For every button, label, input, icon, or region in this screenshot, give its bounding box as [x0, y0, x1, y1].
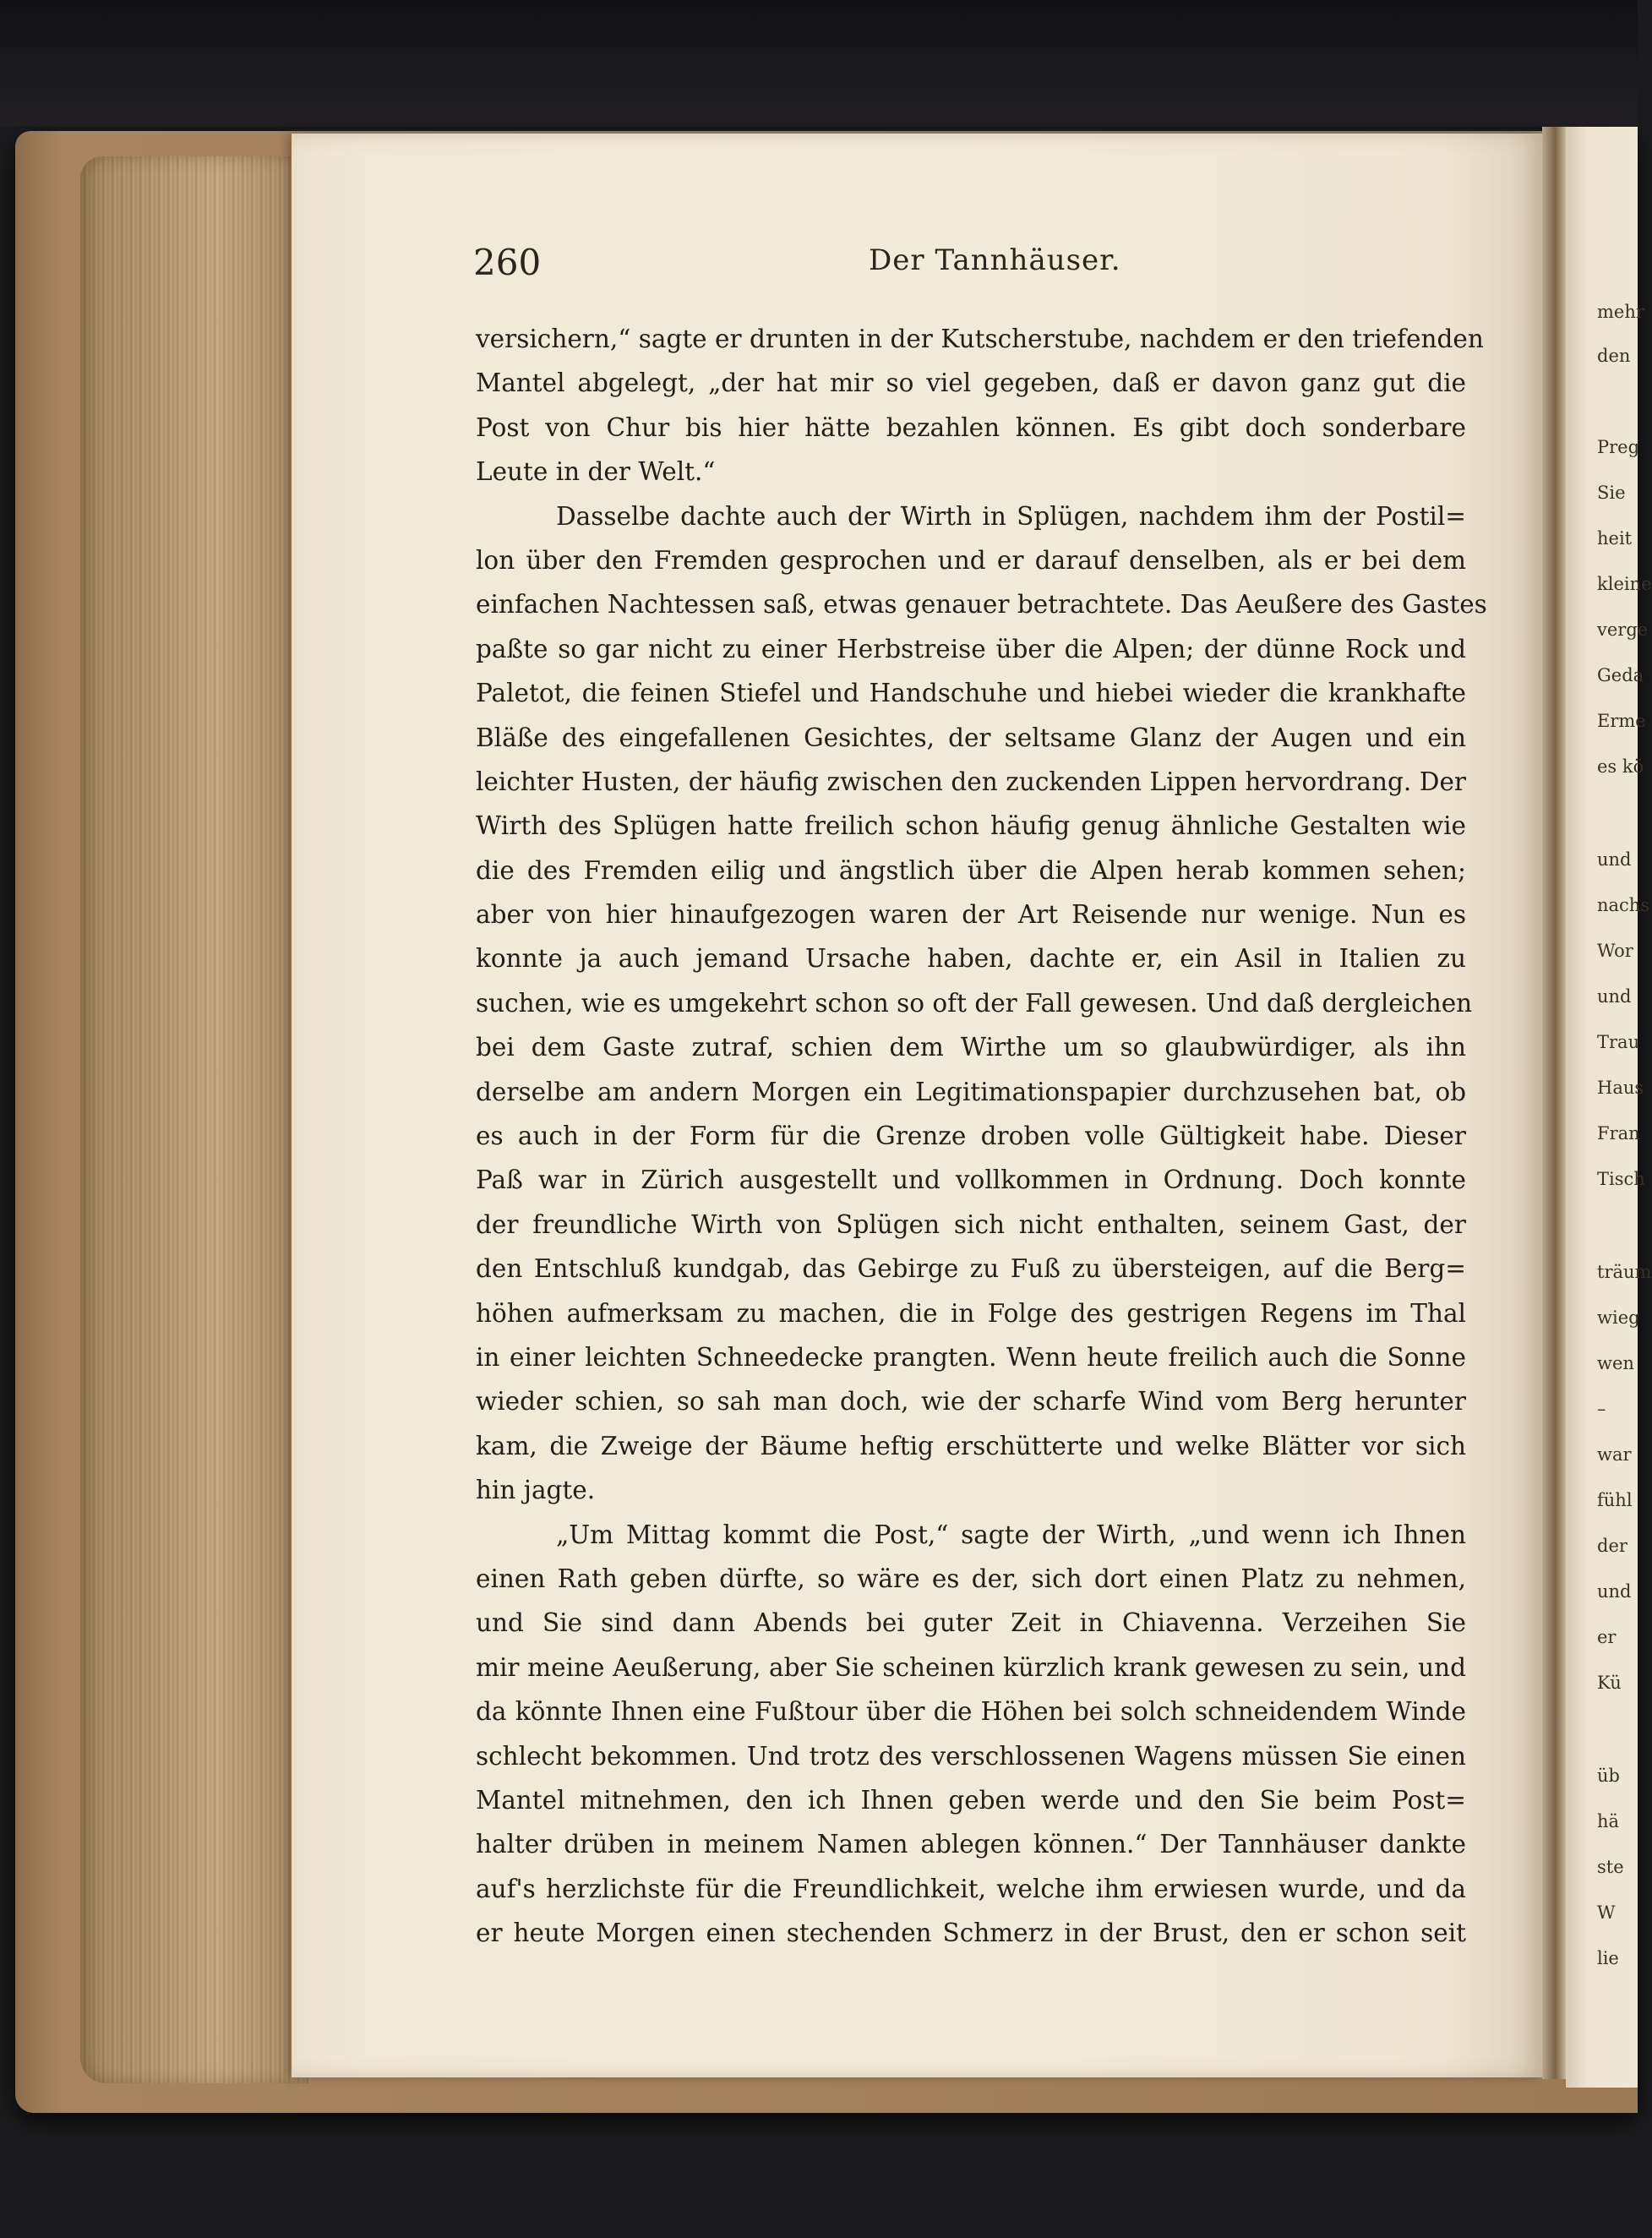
book-gutter — [1542, 127, 1566, 2079]
text-line: den Entschluß kundgab, das Gebirge zu Fuß zu übersteigen, auf die Berg= — [476, 1254, 1466, 1284]
text-line: „Um Mittag kommt die Post,“ sagte der Wirth, „und wenn ich Ihnen — [556, 1520, 1466, 1549]
facing-page-fragment: Kü — [1597, 1673, 1622, 1693]
text-line: und Sie sind dann Abends bei guter Zeit in Chiavenna. Verzeihen Sie — [476, 1608, 1466, 1638]
text-line: halter drüben in meinem Namen ablegen können.“ Der Tannhäuser dankte — [476, 1830, 1466, 1859]
text-line: bei dem Gaste zutraf, schien dem Wirthe um so glaubwürdiger, als ihn — [476, 1033, 1466, 1062]
facing-page-fragment: mehr — [1597, 302, 1644, 322]
text-line: er heute Morgen einen stechenden Schmerz in der Brust, den er schon seit — [476, 1919, 1466, 1948]
text-line: schlecht bekommen. Und trotz des verschlossenen Wagens müssen Sie einen — [476, 1741, 1466, 1771]
text-line: höhen aufmerksam zu machen, die in Folge des gestrigen Regens im Thal — [476, 1298, 1466, 1328]
facing-page-fragment: und — [1597, 1581, 1632, 1602]
text-line: wieder schien, so sah man doch, wie der scharfe Wind vom Berg herunter — [476, 1387, 1466, 1416]
text-line: Dasselbe dachte auch der Wirth in Splügen, nachdem ihm der Postil= — [556, 501, 1466, 531]
text-line: Paß war in Zürich ausgestellt und vollkommen in Ordnung. Doch konnte — [476, 1165, 1466, 1195]
text-line: da könnte Ihnen eine Fußtour über die Höhen bei solch schneidendem Winde — [476, 1697, 1466, 1727]
facing-page-fragment: und — [1597, 986, 1632, 1007]
text-line: Bläße des eingefallenen Gesichtes, der seltsame Glanz der Augen und ein — [476, 723, 1466, 752]
text-line: Mantel abgelegt, „der hat mir so viel gegeben, daß er davon ganz gut die — [476, 368, 1466, 398]
facing-page-fragment: Erme — [1597, 711, 1646, 731]
facing-page-fragment: den — [1597, 346, 1631, 366]
facing-page-fragment: Fran — [1597, 1123, 1640, 1144]
facing-page-fragment: es kö — [1597, 756, 1644, 777]
page-edges — [80, 156, 308, 2083]
text-line: hin jagte. — [476, 1476, 596, 1505]
text-line: aber von hier hinaufgezogen waren der Art Reisende nur wenige. Nun es — [476, 900, 1466, 930]
text-line: versichern,“ sagte er drunten in der Kutscherstube, nachdem er den triefenden — [476, 325, 1484, 353]
text-line: Wirth des Splügen hatte freilich schon häufig genug ähnliche Gestalten wie — [476, 811, 1466, 841]
text-line: Post von Chur bis hier hätte bezahlen können. Es gibt doch sonderbare — [476, 412, 1466, 442]
facing-page-fragment: Tisch — [1597, 1169, 1645, 1189]
facing-page-text — [1597, 292, 1652, 1982]
facing-page-fragment: war — [1597, 1444, 1632, 1465]
facing-page-fragment: wen — [1597, 1353, 1634, 1373]
text-line: Paletot, die feinen Stiefel und Handschuhe und hiebei wieder die krankhafte — [476, 679, 1466, 708]
facing-page-fragment: Wor — [1597, 941, 1633, 961]
text-line: Leute in der Welt.“ — [476, 457, 716, 487]
body-text — [476, 317, 1487, 1955]
text-line: mir meine Aeußerung, aber Sie scheinen kürzlich krank gewesen zu sein, und — [476, 1652, 1466, 1682]
running-title: Der Tannhäuser. — [869, 243, 1121, 277]
text-line: suchen, wie es umgekehrt schon so oft der Fall gewesen. Und daß dergleichen — [476, 988, 1473, 1018]
facing-page-fragment: und — [1597, 849, 1632, 870]
text-line: auf's herzlichste für die Freundlichkeit, welche ihm erwiesen wurde, und da — [476, 1874, 1466, 1903]
text-line: einen Rath geben dürfte, so wäre es der, sich dort einen Platz zu nehmen, — [476, 1564, 1466, 1593]
running-head — [0, 235, 1638, 286]
facing-page-fragment: ste — [1597, 1857, 1624, 1877]
text-line: konnte ja auch jemand Ursache haben, dachte er, ein Asil in Italien zu — [476, 944, 1466, 974]
facing-page-fragment: Sie — [1597, 483, 1626, 503]
text-line: es auch in der Form für die Grenze droben volle Gültigkeit habe. Dieser — [476, 1122, 1466, 1151]
facing-page-fragment: der — [1597, 1536, 1627, 1556]
facing-page-fragment: wieg — [1597, 1307, 1640, 1328]
facing-page-fragment: träum — [1597, 1262, 1652, 1282]
facing-page-fragment: – — [1597, 1399, 1606, 1419]
text-line: derselbe am andern Morgen ein Legitimationspapier durchzusehen bat, ob — [476, 1077, 1466, 1106]
facing-page-fragment: verge — [1597, 620, 1649, 640]
page-number: 260 — [473, 242, 542, 283]
facing-page-fragment: kleine — [1597, 574, 1652, 594]
facing-page-fragment: nachs — [1597, 895, 1650, 915]
facing-page-fragment: üb — [1597, 1766, 1620, 1786]
text-line: die des Fremden eilig und ängstlich über die Alpen herab kommen sehen; — [476, 855, 1466, 885]
facing-page-fragment: W — [1597, 1902, 1616, 1923]
text-line: Mantel mitnehmen, den ich Ihnen geben werde und den Sie beim Post= — [476, 1785, 1466, 1815]
facing-page-fragment: heit — [1597, 528, 1633, 549]
facing-page-fragment: hä — [1597, 1811, 1620, 1831]
text-line: kam, die Zweige der Bäume heftig erschütterte und welke Blätter vor sich — [476, 1431, 1466, 1460]
text-line: in einer leichten Schneedecke prangten. Wenn heute freilich auch die Sonne — [476, 1342, 1466, 1372]
facing-page-fragment: Geda — [1597, 665, 1644, 685]
facing-page-fragment: Preg — [1597, 437, 1640, 457]
text-line: einfachen Nachtessen saß, etwas genauer betrachtete. Das Aeußere des Gastes — [476, 590, 1487, 620]
text-line: leichter Husten, der häufig zwischen den zuckenden Lippen hervordrang. Der — [476, 767, 1466, 796]
facing-page-fragment: er — [1597, 1627, 1617, 1647]
dark-backdrop — [0, 0, 1638, 127]
text-line: der freundliche Wirth von Splügen sich nicht enthalten, seinem Gast, der — [476, 1209, 1466, 1239]
facing-page-fragment: fühl — [1597, 1490, 1633, 1510]
text-line: paßte so gar nicht zu einer Herbstreise über die Alpen; der dünne Rock und — [476, 634, 1466, 663]
facing-page-fragment: Trau — [1597, 1032, 1640, 1052]
facing-page-fragment: lie — [1597, 1948, 1619, 1968]
text-line: lon über den Fremden gesprochen und er darauf denselben, als er bei dem — [476, 545, 1466, 575]
facing-page-fragment: Haus — [1597, 1078, 1644, 1098]
